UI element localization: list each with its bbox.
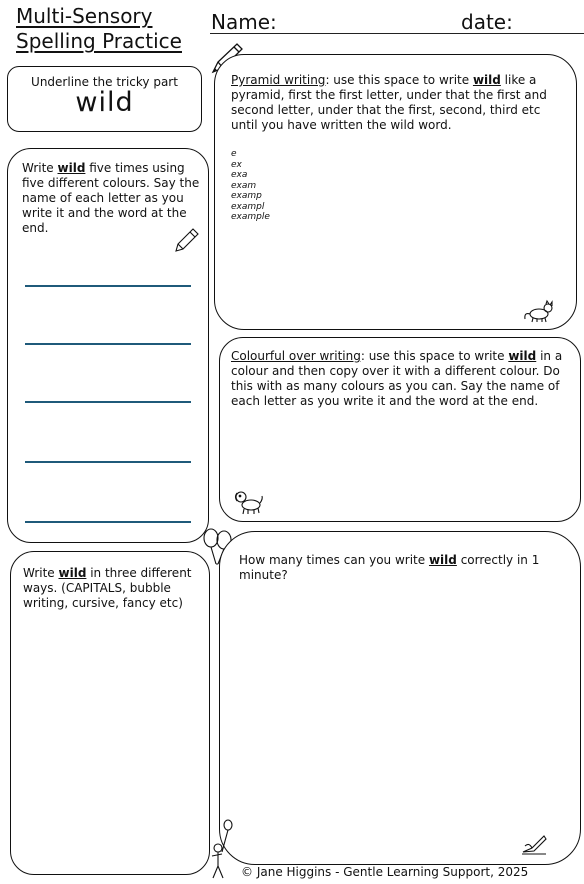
- pyramid-example: e: [231, 149, 237, 159]
- write-five-times-instructions: [22, 161, 202, 236]
- colourful-title: Colourful over writing: [231, 349, 361, 363]
- colourful-over-writing-box[interactable]: [219, 337, 581, 522]
- writing-line[interactable]: [25, 285, 191, 287]
- writing-line[interactable]: [25, 343, 191, 345]
- pyramid-example-list: [231, 149, 270, 223]
- text-pre: How many times can you write: [239, 553, 429, 567]
- text-post: in three different ways. (CAPITALS, bubble writing, cursive, fancy etc): [23, 566, 192, 610]
- text-post: in a colour and then copy over it with a different colour. Do this with as many colours as you can. Say the name of each letter as you write it and the word at the end.: [231, 349, 563, 408]
- copyright-footer: © Jane Higgins - Gentle Learning Support, 2025: [241, 865, 529, 879]
- pyramid-example: exa: [231, 170, 248, 180]
- pyramid-instructions: [231, 73, 569, 133]
- stick-figure-icon: [204, 818, 236, 880]
- writing-line[interactable]: [25, 521, 191, 523]
- dog-icon: [232, 488, 264, 516]
- three-ways-instructions: [23, 566, 201, 611]
- pyramid-writing-box[interactable]: [214, 54, 577, 330]
- pyramid-title: Pyramid writing: [231, 73, 326, 87]
- text-post: like a pyramid, first the first letter, under that the first and second letter, under that the first, second, third etc until you have written the wild word.: [231, 73, 547, 132]
- pyramid-example: examp: [231, 191, 262, 201]
- one-minute-instructions: [239, 553, 569, 583]
- writing-line[interactable]: [25, 461, 191, 463]
- worksheet-title: [16, 4, 182, 54]
- header-line: [210, 33, 584, 34]
- pyramid-example: exampl: [231, 201, 265, 212]
- tricky-part-label: Underline the tricky part: [31, 75, 178, 89]
- pyramid-example: example: [231, 212, 270, 222]
- write-three-ways-box[interactable]: [10, 551, 210, 875]
- text-pre: Write: [22, 161, 58, 175]
- spelling-word: wild: [57, 161, 86, 175]
- text-pre: Write: [23, 566, 59, 580]
- spelling-word: wild: [428, 553, 457, 567]
- spelling-word: wild: [508, 349, 537, 363]
- cat-icon: [523, 299, 555, 323]
- spelling-word: wild: [58, 566, 87, 580]
- one-minute-box[interactable]: [219, 531, 581, 865]
- hand-writing-icon: [520, 832, 548, 856]
- spelling-word: wild: [472, 73, 501, 87]
- date-label: date:: [461, 10, 513, 34]
- pyramid-example: exam: [231, 180, 257, 191]
- tricky-word: wild: [75, 87, 134, 118]
- text-post: five times using five different colours. Say the name of each letter as you write it and the word at the end.: [22, 161, 200, 235]
- text-pre: : use this space to write: [360, 349, 509, 363]
- pyramid-example: ex: [231, 159, 242, 170]
- pencil-icon: [174, 227, 200, 253]
- tricky-part-box: [7, 66, 202, 132]
- text-pre: : use this space to write: [325, 73, 473, 87]
- writing-line[interactable]: [25, 401, 191, 403]
- title-line-1: Multi-Sensory: [16, 4, 153, 28]
- title-line-2: Spelling Practice: [16, 29, 182, 53]
- name-label: Name:: [211, 10, 277, 34]
- colourful-instructions: [231, 349, 574, 409]
- text-post: correctly in 1 minute?: [239, 553, 540, 582]
- write-five-times-box: [7, 148, 209, 543]
